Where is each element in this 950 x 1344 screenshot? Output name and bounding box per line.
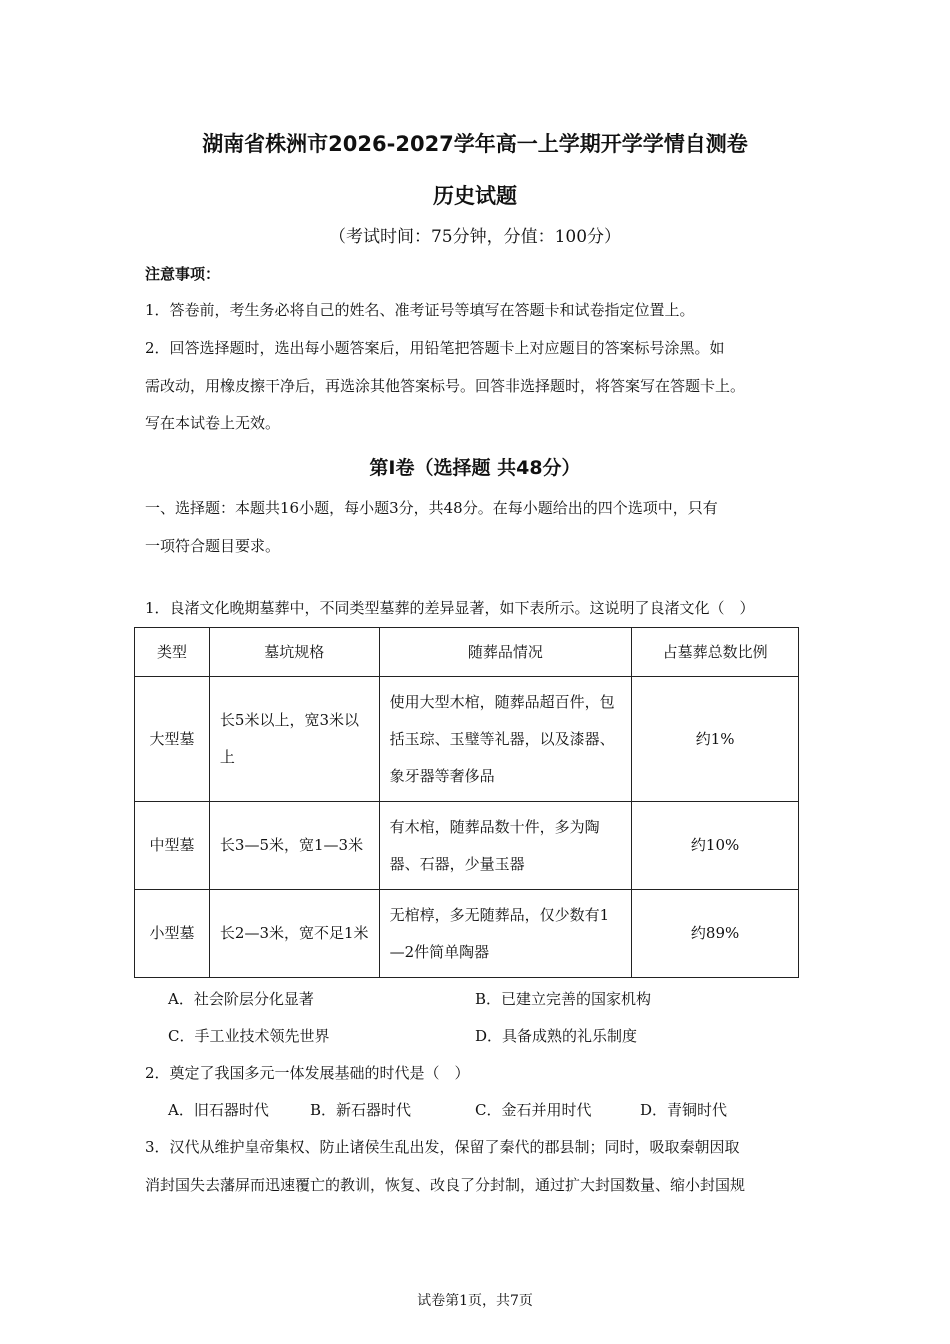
table-cell: 长3—5米，宽1—3米 [209, 802, 379, 890]
exam-title: 湖南省株洲市2026-2027学年高一上学期开学学情自测卷 [202, 132, 748, 156]
table-cell: 使用大型木棺，随葬品超百件，包括玉琮、玉璧等礼器，以及漆器、象牙器等奢侈品 [379, 677, 632, 802]
table-row [135, 677, 799, 802]
table-cell: 长2—3米，宽不足1米 [209, 890, 379, 978]
table-header-cell: 类型 [135, 628, 210, 677]
table-header-row [135, 628, 799, 677]
q1-option-a: A．社会阶层分化显著 [168, 990, 314, 1008]
q2-option-b: B．新石器时代 [310, 1101, 412, 1119]
table-header-cell: 随葬品情况 [379, 628, 632, 677]
table-row [135, 802, 799, 890]
table-header-cell: 占墓葬总数比例 [632, 628, 799, 677]
table-cell: 约10% [632, 802, 799, 890]
table-cell: 无棺椁，多无随葬品，仅少数有1—2件简单陶器 [379, 890, 632, 978]
table-cell: 有木棺，随葬品数十件，多为陶器、石器，少量玉器 [379, 802, 632, 890]
notice-line: 1．答卷前，考生务必将自己的姓名、准考证号等填写在答题卡和试卷指定位置上。 [145, 301, 695, 319]
question-1-stem: 1．良渚文化晚期墓葬中，不同类型墓葬的差异显著，如下表所示。这说明了良渚文化（ ） [145, 599, 755, 617]
table-cell: 中型墓 [135, 802, 210, 890]
section-intro: 一项符合题目要求。 [145, 537, 281, 555]
table-header-cell: 墓坑规格 [209, 628, 379, 677]
question-3-line: 消封国失去藩屏而迅速覆亡的教训，恢复、改良了分封制，通过扩大封国数量、缩小封国规 [145, 1176, 746, 1194]
table-cell: 小型墓 [135, 890, 210, 978]
question-2-stem: 2．奠定了我国多元一体发展基础的时代是（ ） [145, 1064, 470, 1082]
notice-heading: 注意事项： [145, 265, 221, 283]
table-cell: 约1% [632, 677, 799, 802]
table-cell: 大型墓 [135, 677, 210, 802]
notice-line: 2．回答选择题时，选出每小题答案后，用铅笔把答题卡上对应题目的答案标号涂黑。如 [145, 339, 725, 357]
table-row [135, 890, 799, 978]
page-footer: 试卷第1页，共7页 [417, 1293, 533, 1309]
table-cell: 长5米以上，宽3米以上 [209, 677, 379, 802]
exam-info: （考试时间：75分钟，分值：100分） [328, 227, 622, 247]
subject-title: 历史试题 [433, 184, 517, 208]
section-intro: 一、选择题：本题共16小题，每小题3分，共48分。在每小题给出的四个选项中，只有 [145, 499, 718, 517]
burial-table [134, 627, 799, 978]
q2-option-d: D．青铜时代 [640, 1101, 728, 1119]
notice-line: 写在本试卷上无效。 [145, 414, 281, 432]
table-cell: 约89% [632, 890, 799, 978]
notice-line: 需改动，用橡皮擦干净后，再选涂其他答案标号。回答非选择题时，将答案写在答题卡上。 [145, 377, 746, 395]
q2-option-c: C．金石并用时代 [475, 1101, 592, 1119]
q1-option-b: B．已建立完善的国家机构 [475, 990, 652, 1008]
section-title: 第Ⅰ卷（选择题 共48分） [369, 457, 581, 479]
q1-option-c: C．手工业技术领先世界 [168, 1027, 330, 1045]
question-3-line: 3．汉代从维护皇帝集权、防止诸侯生乱出发，保留了秦代的郡县制；同时，吸取秦朝因取 [145, 1138, 740, 1156]
q1-option-d: D．具备成熟的礼乐制度 [475, 1027, 638, 1045]
q2-option-a: A．旧石器时代 [168, 1101, 269, 1119]
